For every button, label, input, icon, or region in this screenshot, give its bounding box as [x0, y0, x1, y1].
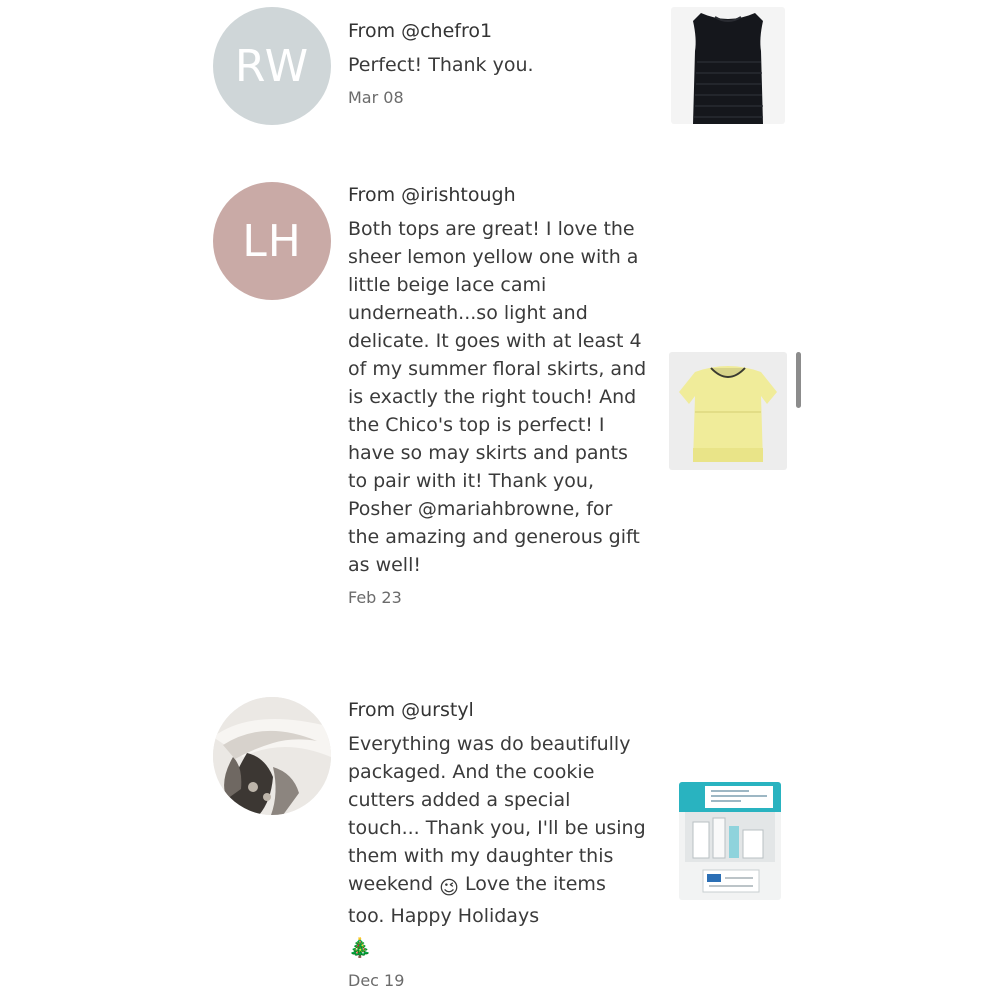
comment-date: Mar 08 — [348, 88, 404, 107]
comment-text: Both tops are great! I love the sheer lemon yellow one with a little beige lace cami underneath...so light and delicate. It goes with at least 4 of my summer floral skirts, and is exactly the right touch! And the Chico's top is perfect! I have so may skirts and pants to pair with it! Thank you, Posher @mariahbrowne, for the amazing and generous gift as well! — [348, 218, 647, 576]
comment-date: Feb 23 — [348, 588, 402, 607]
scrollbar-thumb[interactable] — [796, 352, 801, 408]
christmas-tree-emoji-icon: 🎄 — [348, 937, 372, 959]
avatar-initials: LH — [242, 215, 302, 267]
profile-photo-icon — [213, 697, 331, 815]
comment-author[interactable]: From @chefro1 — [348, 20, 493, 42]
avatar[interactable] — [213, 7, 331, 125]
comment-text-part2: Love the items too. Happy Holidays — [348, 873, 606, 927]
yellow-top-icon — [669, 352, 787, 470]
comment-author[interactable]: From @urstyl — [348, 699, 474, 721]
comment-author[interactable]: From @irishtough — [348, 184, 516, 206]
comment-text-part1: Everything was do beautifully packaged. And the cookie cutters added a special touch... Thank you, I'll be using them with my daughter this weekend — [348, 733, 646, 895]
avatar-initials: RW — [234, 40, 310, 92]
avatar[interactable] — [213, 697, 331, 815]
avatar[interactable] — [213, 182, 331, 300]
listing-thumbnail[interactable] — [679, 782, 781, 900]
comment-text: Perfect! Thank you. — [348, 54, 534, 76]
wink-emoji-icon: 😉 — [439, 877, 459, 899]
listing-thumbnail[interactable] — [671, 7, 785, 124]
comment-text — [348, 730, 648, 962]
comment-date: Dec 19 — [348, 971, 405, 990]
black-top-icon — [671, 7, 785, 124]
skincare-box-icon — [679, 782, 781, 900]
listing-thumbnail[interactable] — [669, 352, 787, 470]
